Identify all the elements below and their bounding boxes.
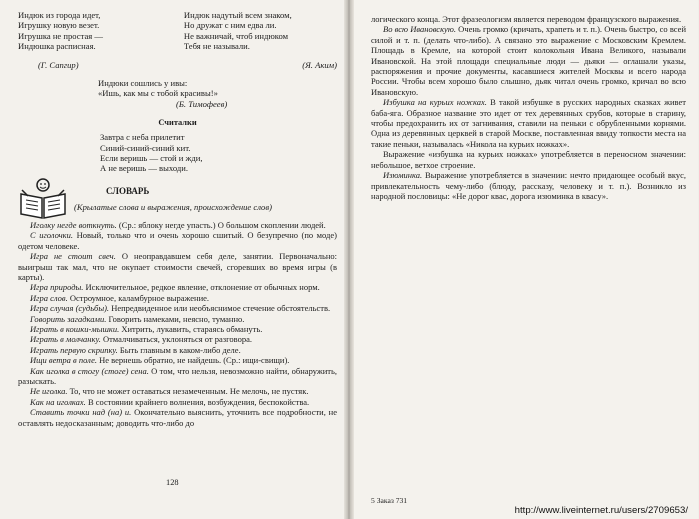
entry-term: Ищи ветра в поле. (30, 355, 97, 366)
entry (18, 314, 337, 324)
entry-text: Хитрить, лукавить, стараясь обмануть. (119, 323, 263, 334)
entry-term: Играть в кошки-мышки. (30, 323, 120, 334)
entry (371, 170, 686, 201)
entry-term: Изюминка. (383, 170, 423, 181)
poem-line: Тебя не называли. (183, 41, 250, 52)
entry (18, 293, 337, 303)
entry-term: Не иголка. (30, 386, 68, 397)
entry-term: Как на иголках. (30, 396, 86, 407)
entry-text: Выражение употребляется в значении: нечто придающее особый вкус, привлекательность чему-либо (блюду, рассказу, человеку и т. п.). Возникло из народной пословицы: «Не дорог квас, дорога изюминка в квасу». (371, 170, 686, 201)
entry-text: То, что не может оставаться незамеченным. Не мелочь, не пустяк. (67, 386, 309, 397)
entry-list (371, 14, 686, 201)
entry (371, 24, 686, 97)
entry (18, 230, 337, 251)
rhyme-line: Завтра с неба прилетит (100, 132, 185, 143)
poem-line: Игрушка не простая — (18, 30, 103, 41)
rhyme-line: Если веришь — стой и жди, (100, 153, 203, 164)
entry-text: О том, что нельзя, невозможно найти, обнаружить, разыскать. (18, 365, 337, 386)
entry-term: Играть первую скрипку. (30, 344, 118, 355)
poem-author: (Г. Сапгир) (38, 59, 79, 70)
counting-rhyme (100, 132, 337, 174)
entry-term: Игра не стоит свеч. (30, 251, 116, 262)
entry-term: Как иголка в стогу (стоге) сена. (30, 365, 149, 376)
book-gutter (344, 0, 354, 519)
entry-text: В такой избушке в русских народных сказках живет баба-яга. Образное название это идет от тех деревянных срубов, которые в старину, чтобы предохранить их от загнивания, ставили на пеньки с обрубленными корнями. Одна из деревянных церквей в старой Москве, поставленная ввиду топкости места на такие пеньки, называлась «Никола на курьих ножках». (371, 97, 686, 149)
entry (18, 366, 337, 387)
entry-text: Отмалчиваться, уклоняться от разговора. (100, 334, 252, 345)
poem-pair (18, 10, 337, 70)
entry (18, 355, 337, 365)
entry-term: Иголку негде воткнуть. (30, 219, 117, 230)
entry-text: В состоянии крайнего волнения, возбуждения, беспокойства. (85, 396, 310, 407)
entry (18, 334, 337, 344)
rhyme-line: А не веришь — выходи. (100, 163, 189, 174)
poem-sapgir (18, 10, 171, 70)
entry-term: Играть в молчанку. (30, 334, 101, 345)
poem-line: Индюшка расписная. (18, 41, 96, 52)
poem-line: «Ишь, как мы с тобой красивы!» (98, 88, 218, 99)
entry-term: Во всю Ивановскую. (383, 24, 456, 35)
page-number: 128 (166, 478, 179, 487)
entry-term: Избушка на курьих ножках. (383, 97, 487, 108)
entry (18, 345, 337, 355)
poem-line: Индюки сошлись у ивы: (98, 78, 188, 89)
section-title-counting: Считалки (158, 118, 197, 128)
entry-text: Очень громко (кричать, храпеть и т. п.). Очень быстро, со всей силой и т. п. (делать что-либо). А связано это выражение с Московским Кремлем. Площадь в Кремле, на которой стоит колокольня Ивана Великого, называли Ивановской. На этой площади специальные люди — дьяки — оглашали указы, распоряжения и прочие документы, касавшиеся жителей Москвы и всего народа России. Чтобы всем хорошо было слышно, дьяк читал очень громко, кричал во всю Ивановскую. (371, 24, 686, 97)
entry-text: Быть главным в каком-либо деле. (117, 344, 241, 355)
dictionary-header (18, 176, 337, 220)
entry-term: Ставить точки над (на) и. (30, 407, 132, 418)
entry-text: Новый, только что и очень хорошо сшитый. О безупречно (по моде) одетом человеке. (18, 230, 337, 251)
entry (18, 220, 337, 230)
poem-line: Индюк из города идет, (18, 10, 101, 20)
entry (18, 282, 337, 292)
entry (18, 397, 337, 407)
entry-text: Остроумное, каламбурное выражение. (67, 292, 210, 303)
entry-term: С иголочки. (30, 230, 74, 241)
rhyme-line: Синий-синий-синий кит. (100, 142, 191, 153)
dictionary-title: СЛОВАРЬ (106, 185, 150, 196)
entry-text: Исключительное, редкое явление, отклонение от обычных норм. (83, 282, 320, 293)
entry (18, 324, 337, 334)
poem-line: Индюк надутый всем знаком, (183, 10, 292, 20)
poem-line: Не важничай, чтоб индюком (183, 30, 289, 41)
entry (371, 97, 686, 149)
entry-term: Игра слов. (30, 292, 68, 303)
entry (18, 251, 337, 282)
poem-line: Но дружат с ним едва ли. (183, 20, 277, 31)
poem-akim (184, 10, 337, 70)
entry-text: Непредвиденное или необъяснимое стечение обстоятельств. (109, 303, 331, 314)
entry-text: логического конца. Этот фразеологизм является переводом французского выражения. (371, 14, 682, 24)
entry (371, 14, 686, 24)
entry-text: Не вернешь обратно, не найдешь. (Ср.: ищи-свищи). (96, 355, 290, 366)
entry (371, 149, 686, 170)
entry-term: Говорить загадками. (30, 313, 107, 324)
poem-line: Игрушку новую везет. (18, 20, 100, 31)
entry-term: Игра природы. (30, 282, 84, 293)
dictionary-subtitle: (Крылатые слова и выражения, происхождение слов) (74, 201, 272, 212)
entry-list (18, 220, 337, 428)
entry-text: О неоправдавшем себя деле, занятии. Первоначально: выигрыш так мал, что не окупает стоимости свечей, сгоревших во время игры (в карты). (18, 251, 338, 282)
entry-text: Говорить намеками, неясно, туманно. (106, 313, 245, 324)
left-page (0, 0, 349, 519)
entry-text: Выражение «избушка на курьих ножках» употребляется в переносном значении: небольшое, ветхое строение. (371, 149, 686, 170)
entry (18, 386, 337, 396)
entry (18, 407, 337, 428)
entry (18, 303, 337, 313)
entry-text: (Ср.: яблоку негде упасть.) О большом скоплении людей. (116, 219, 326, 230)
right-page (349, 0, 698, 519)
poem-author: (Я. Аким) (302, 59, 337, 70)
poem-timofeev (98, 78, 337, 109)
watermark-url: http://www.liveinternet.ru/users/2709653/ (514, 505, 688, 516)
poem-author: (Б. Тимофеев) (176, 98, 228, 109)
entry-term: Игра случая (судьбы). (30, 303, 110, 314)
open-book-icon (18, 176, 68, 220)
print-signature: 5 Заказ 731 (371, 496, 408, 505)
entry-text: Окончательно выяснить, уточнить все подробности, не оставлять недосказанным; доводить что-либо до (18, 407, 338, 428)
